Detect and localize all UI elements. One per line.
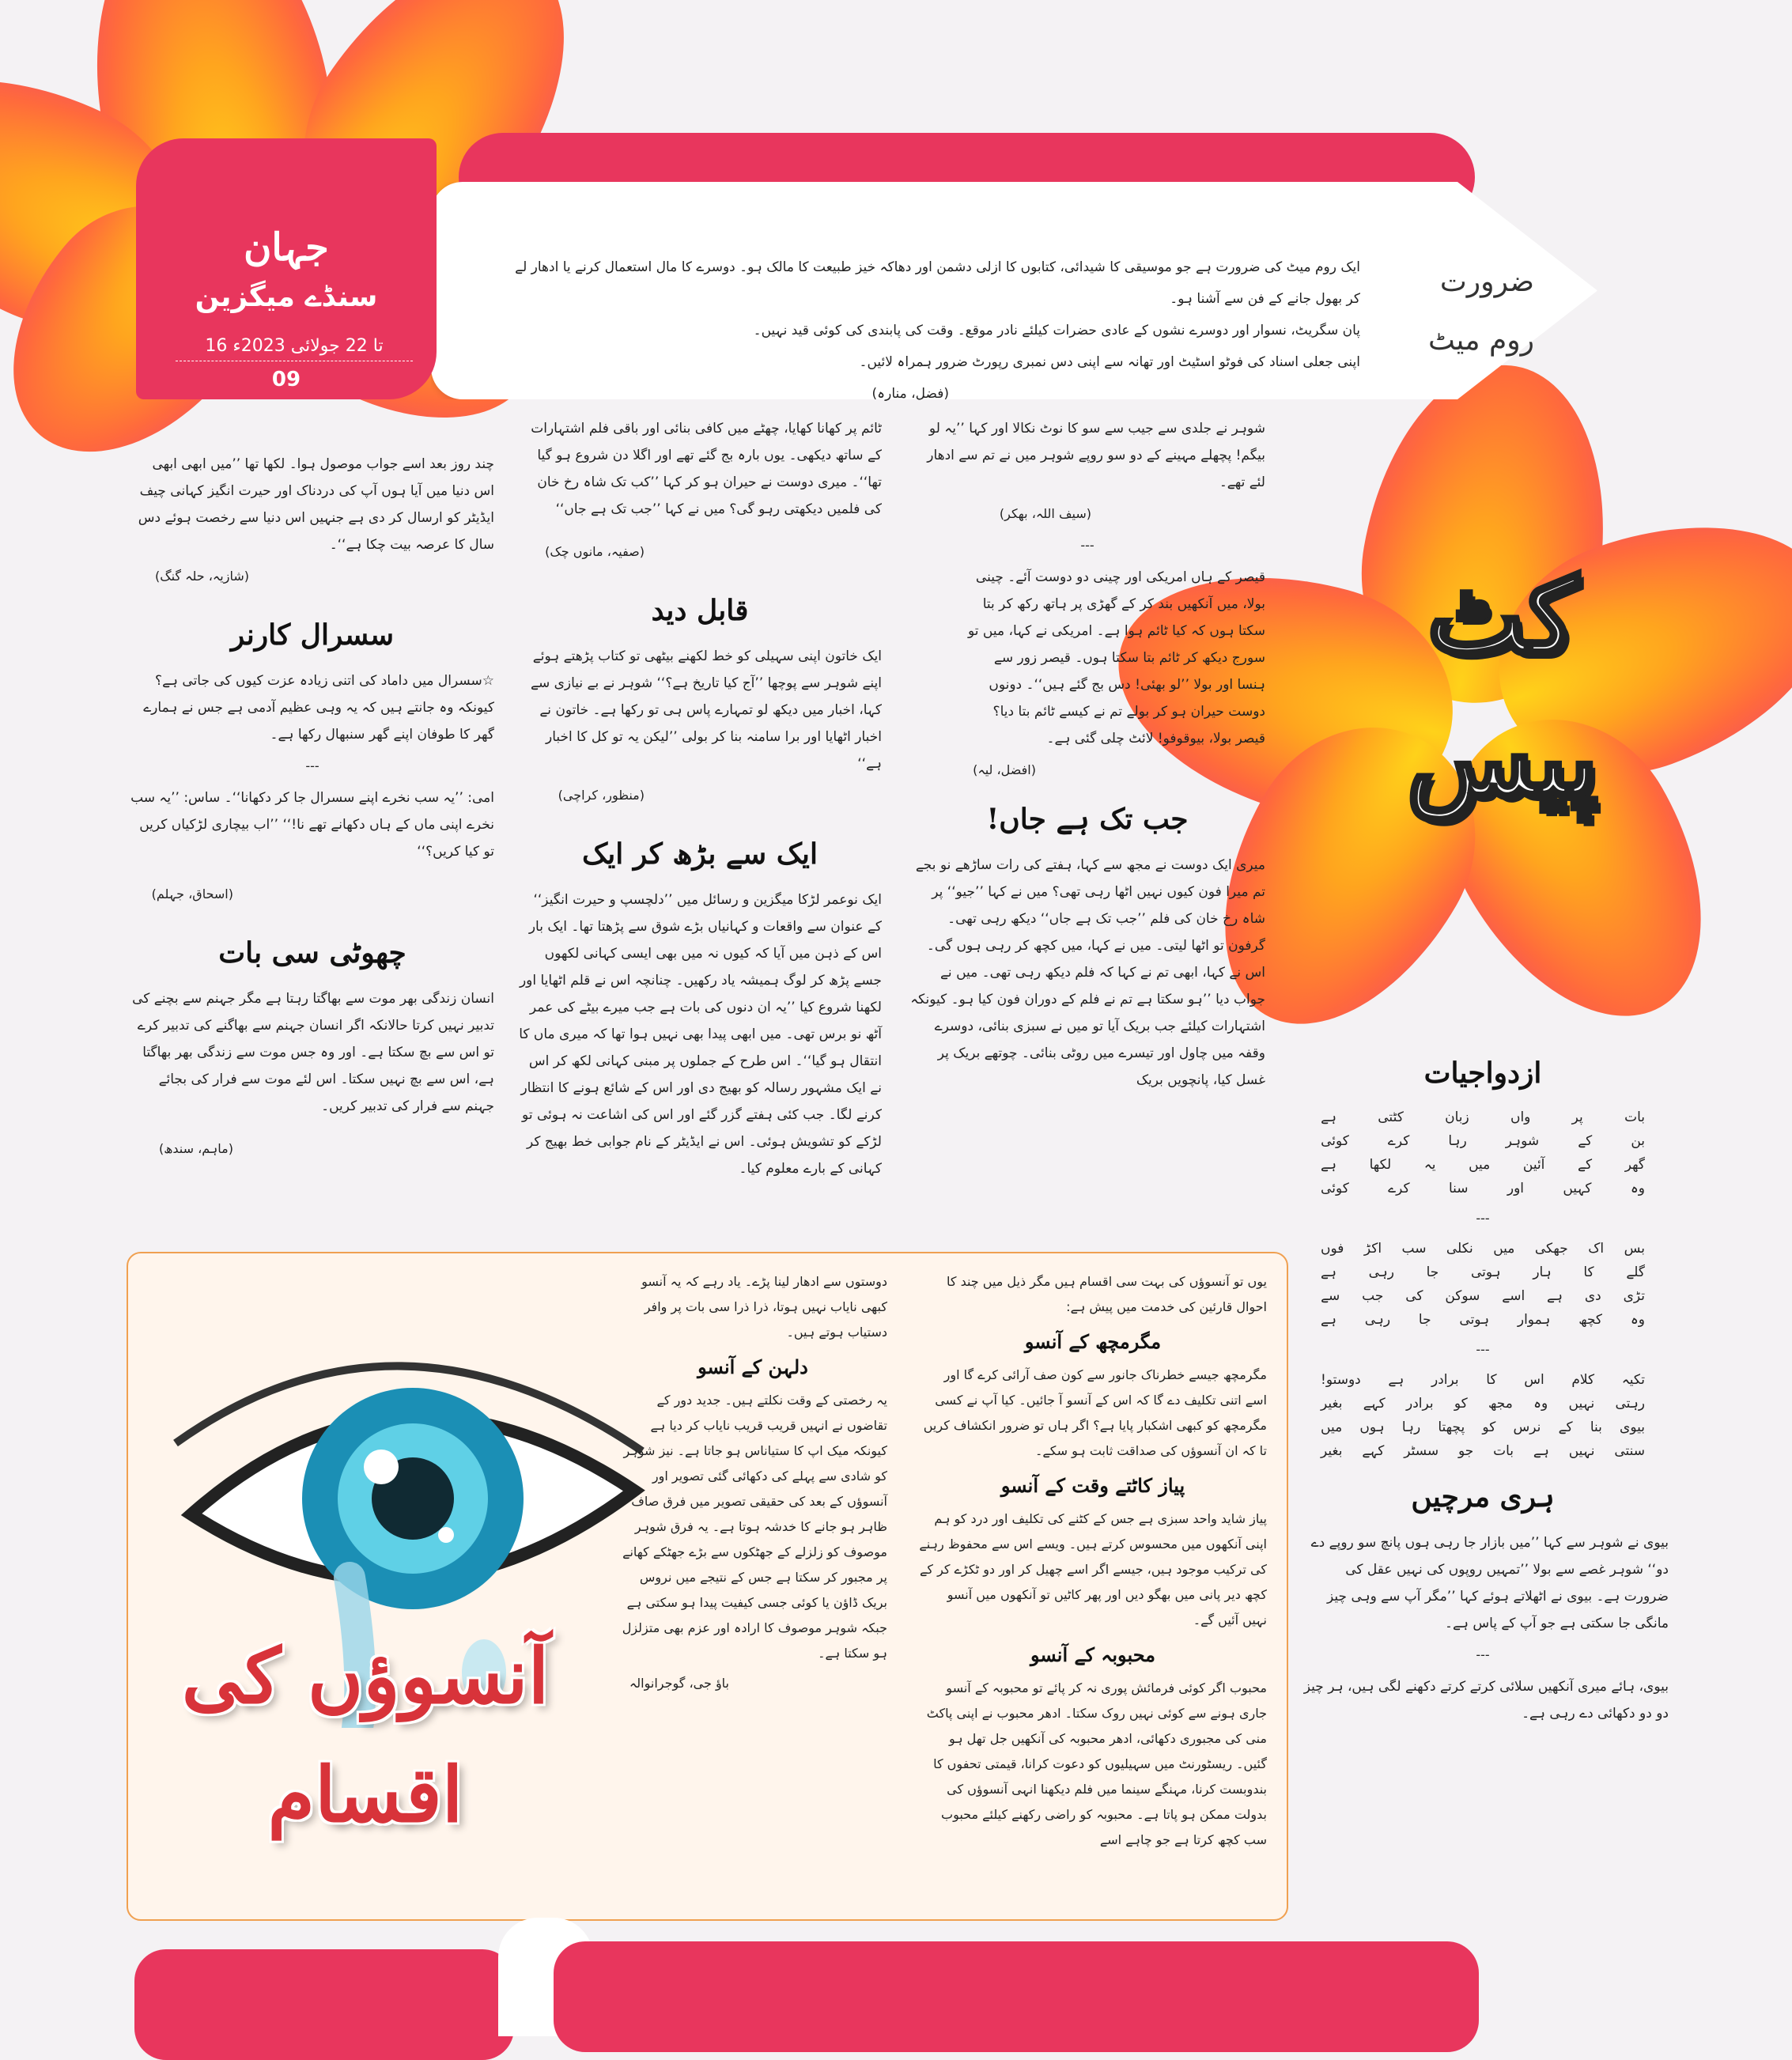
poem-word: اس: [1524, 1372, 1544, 1388]
poem-word: بغیر: [1321, 1443, 1343, 1459]
story-text: ایک نوعمر لڑکا میگزین و رسائل میں ’’دلچسپ و حیرت انگیز‘‘ کے عنوان سے واقعات و کہانیاں بڑے شوق سے پڑھتا تھا۔ ایک بار اس کے ذہن میں آیا کہ کیوں نہ میں بھی ایسی کہانی لکھوں جسے پڑھ کر لوگ ہمیشہ یاد رکھیں۔ چنانچہ اس نے قلم اٹھایا اور لکھنا شروع کیا ’’یہ ان دنوں کی بات ہے جب میرے بیٹے کی عمر آٹھ نو برس تھی۔ میں ابھی پیدا بھی نہیں ہوا تھا کہ میری ماں کا انتقال ہو گیا‘‘۔ اس طرح کے جملوں پر مبنی کہانی لکھ کر اس نے ایک مشہور رسالہ کو بھیج دی اور اس کے شائع ہونے کا انتظار کرنے لگا۔ جب کئی ہفتے گزر گئے اور اس کی اشاعت نہ ہوئی تو لڑکے کو تشویش ہوئی۔ اس نے ایڈیٹر کے نام جوابی خط بھیج کر کہانی کے بارے معلوم کیا۔: [519, 892, 882, 1177]
poem-word: سنا: [1448, 1181, 1469, 1196]
footer-red-bar-right: [554, 1941, 1479, 2052]
story-credit: (منظور، کراچی): [558, 788, 645, 803]
poem-word: کوئی: [1321, 1181, 1349, 1196]
poem-word: بات: [1493, 1443, 1514, 1459]
story-credit: (صفیہ، مانوں چک): [545, 544, 645, 559]
tears-title-line2: اقسام: [267, 1750, 463, 1839]
poem-block: [1297, 1237, 1669, 1332]
feature-title-line1: کٹ: [1427, 556, 1578, 677]
poem-word: سوکن: [1445, 1288, 1480, 1304]
poem-line: [1321, 1106, 1645, 1129]
poem-word: ہے: [1388, 1372, 1404, 1388]
poem-word: ہوں: [1359, 1419, 1385, 1435]
separator: ---: [1476, 1342, 1490, 1357]
tears-title: [168, 1617, 563, 1854]
separator: ---: [1476, 1647, 1490, 1662]
poem-word: کرے: [1388, 1181, 1410, 1196]
poem-line: [1321, 1416, 1645, 1439]
section-heading: ایک سے بڑھ کر ایک: [582, 837, 818, 871]
page-number: 09: [271, 368, 301, 391]
poem-word: پچھتا: [1438, 1419, 1465, 1435]
subsection-heading: محبوبہ کے آنسو: [1030, 1643, 1156, 1666]
poem-word: تکیہ: [1621, 1372, 1645, 1388]
poem-word: برادر: [1431, 1372, 1459, 1388]
poem-word: کچھ: [1578, 1312, 1603, 1328]
poem-word: وہ: [1630, 1181, 1645, 1196]
story-text: ایک خاتون اپنی سہیلی کو خط لکھنے بیٹھی تو کتاب پڑھتے ہوئے اپنے شوہر سے پوچھا ’’آج کیا تاریخ ہے؟‘‘ شوہر نے بے نیازی سے کہا، اخبار میں دیکھ لو تمہارے پاس ہی تو رکھا ہے۔ خاتون نے اخبار اٹھایا اور برا سامنہ بنا کر بولی ’’لیکن یہ تو کل کا اخبار ہے‘‘: [530, 648, 882, 772]
story-text: ٹائم پر کھانا کھایا، چھٹے میں کافی بنائی اور باقی فلم اشتہارات کے ساتھ دیکھی۔ یوں بارہ بج گئے تھے اور اگلا دن شروع ہو گیا تھا‘‘۔ میری دوست نے حیران ہو کر کہا ’’کب تک شاہ رخ خان کی فلمیں دیکھتی رہو گی؟ میں نے کہا ’’جب تک ہے جاں‘‘: [531, 421, 882, 517]
poem-word: نرس: [1513, 1419, 1541, 1435]
poem-word: جب: [1362, 1288, 1384, 1304]
story-text: یہ رخصتی کے وقت نکلتے ہیں۔ جدید دور کے تقاضوں نے انہیں قریب قریب نایاب کر دیا ہے کیونکہ میک اپ کا ستیاناس ہو جاتا ہے۔ نیز شوہر کو شادی سے پہلے کی دکھائی گئی تصویر اور آنسوؤں کے بعد کی حقیقی تصویر میں فرق صاف ظاہر ہو جانے کا خدشہ ہوتا ہے۔ یہ فرق شوہر موصوف کو زلزلے کے جھٹکوں سے بڑے جھٹکے کھانے پر مجبور کر سکتا ہے جس کے نتیجے میں نروس بریک ڈاؤن یا کوئی جسی کیفیت پیدا ہو سکتی ہے جبکہ شوہر موصوف کا ارادہ اور عزم بھی متزلزل ہو سکتا ہے۔: [622, 1393, 887, 1661]
poem-line: [1321, 1284, 1645, 1308]
story-credit: (اسحاق، جہلم): [151, 886, 233, 901]
subsection-heading: دلہن کے آنسو: [698, 1355, 808, 1378]
separator: ---: [305, 758, 319, 773]
column-right: [909, 415, 1265, 1098]
poem-word: کلام: [1571, 1372, 1595, 1388]
feature-title: [1368, 546, 1637, 830]
poem-word: آئین: [1522, 1157, 1545, 1173]
poem-word: گلے: [1626, 1264, 1645, 1280]
roommate-line: اپنی جعلی اسناد کی فوٹو اسٹیٹ اور تھانہ سے اپنی دس نمبری رپورٹ ضرور ہمراہ لائیں۔: [859, 354, 1360, 370]
poem-word: پر: [1571, 1109, 1583, 1125]
poem-word: وہ: [1630, 1312, 1645, 1328]
poem-word: ہے: [1547, 1288, 1563, 1304]
story-text: شوہر نے جلدی سے جیب سے سو کا نوٹ نکالا اور کہا ’’یہ لو بیگم! پچھلے مہینے کے دو سو روپے شوہر میں نے تم سے ادھار لئے تھے۔: [927, 421, 1265, 490]
separator: ---: [1476, 1211, 1490, 1226]
story-text: مگرمچھ جیسے خطرناک جانور سے کون صف آرائی کرے گا اور اسے اتنی تکلیف دے گا کہ اس کے آنسو آ جائیں۔ کیا آپ نے کسی مگرمچھ کو کبھی اشکبار پایا ہے؟ اگر ہاں تو ضرور انکشاف کریں تا کہ ان آنسوؤں کی صداقت ثابت ہو سکے۔: [923, 1367, 1267, 1458]
eye-illustration: [160, 1317, 650, 1633]
poem-word: دی: [1584, 1288, 1601, 1304]
roommate-line: پان سگریٹ، نسوار اور دوسرے نشوں کے عادی حضرات کیلئے نادر موقع۔ وقت کی پابندی کی کوئی قید نہیں۔: [753, 323, 1360, 338]
poem-word: رہتی: [1615, 1396, 1645, 1412]
poem-word: تڑی: [1623, 1288, 1645, 1304]
poem-word: زبان: [1445, 1109, 1469, 1125]
poem-word: سنتی: [1614, 1443, 1645, 1459]
poem-word: کوئی: [1321, 1133, 1349, 1149]
roommate-heading: [1400, 253, 1534, 370]
poem-word: سے: [1321, 1288, 1340, 1304]
poem-word: اور: [1507, 1181, 1525, 1196]
poem-word: فوں: [1321, 1241, 1344, 1257]
masthead-badge: [136, 138, 437, 399]
story-credit: باؤ جی، گوجرانوالہ: [629, 1676, 729, 1691]
poem-word: شوہر: [1505, 1133, 1540, 1149]
poem-line: [1321, 1392, 1645, 1416]
story-credit: (سیف اللہ، بھکر): [999, 506, 1091, 521]
column-side: [1297, 1056, 1669, 1732]
story-credit: (شازیہ، حلہ گنگ): [155, 569, 249, 584]
poem-word: کرے: [1387, 1133, 1410, 1149]
poem-word: جو: [1457, 1443, 1474, 1459]
poem-line: [1321, 1308, 1645, 1332]
poem-word: گھر: [1624, 1157, 1645, 1173]
story-text: پیاز شاید واحد سبزی ہے جس کے کٹنے کی تکلیف اور درد کو ہم اپنی آنکھوں میں محسوس کرتے ہیں۔ ویسے اس سے محفوظ رہنے کی ترکیب موجود ہیں، جیسے اگر اسے چھیل کر اور دو ٹکڑے کر کے کچھ دیر پانی میں بھگو دیں اور پھر کاٹیں تو آنکھوں میں آنسو نہیں آئیں گے۔: [919, 1511, 1267, 1627]
story-credit: (افضل، لیہ): [973, 762, 1036, 777]
roommate-heading-line1: ضرورت: [1439, 266, 1534, 298]
poem-word: ہے: [1321, 1109, 1336, 1125]
subsection-heading: مگرمچھ کے آنسو: [1024, 1330, 1162, 1353]
poem-word: کے: [1578, 1133, 1593, 1149]
story-text: میری ایک دوست نے مجھ سے کہا، ہفتے کی رات ساڑھے نو بجے تم میرا فون کیوں نہیں اٹھا رہی تھی؟ میں نے کہا ’’جیو‘‘ پر شاہ رخ خان کی فلم ’’جب تک ہے جاں‘‘ دیکھ رہی تھی۔ گرفون تو اٹھا لیتی۔ میں نے کہا، میں کچھ کر رہی ہوں گی۔ اس نے کہا، ابھی تم نے کہا کہ فلم دیکھ رہی تھی۔ میں نے جواب دیا ’’ہو سکتا ہے تم نے فلم کے دوران فون کیا ہو۔ کیونکہ اشتہارات کیلئے جب بریک آیا تو میں نے سبزی بنائی، دوسرے وقفہ میں چاول اور تیسرے میں روٹی بنائی۔ چوتھے بریک پر غسل کیا، پانچویں بریک: [910, 857, 1265, 1088]
story-text: دوستوں سے ادھار لینا پڑے۔ یاد رہے کہ یہ آنسو کبھی نایاب نہیں ہوتا، ذرا ذرا سی بات پر وافر دستیاب ہوتے ہیں۔: [641, 1274, 887, 1340]
poem-word: نہیں: [1568, 1396, 1595, 1412]
poem-word: نکلی: [1446, 1241, 1473, 1257]
section-heading: چھوٹی سی بات: [218, 936, 406, 970]
poem-word: بس: [1624, 1241, 1645, 1257]
poem-word: رہا: [1448, 1133, 1467, 1149]
poem-line: [1321, 1177, 1645, 1200]
poem-block: [1297, 1368, 1669, 1463]
tears-box: [127, 1252, 1288, 1921]
feature-title-line2: پیس: [1407, 698, 1598, 819]
poem-word: جا: [1426, 1264, 1439, 1280]
poem-word: بات: [1624, 1109, 1645, 1125]
roommate-line: ایک روم میٹ کی ضرورت ہے جو موسیقی کا شیدائی، کتابوں کا ازلی دشمن اور دھاکہ خیز طبیعت کا مالک ہو۔ دوسرے کا مال استعمال کرنے یا ادھار لے کر بھول جانے کے فن سے آشنا ہو۔: [515, 259, 1360, 307]
separator: ---: [1080, 538, 1094, 553]
poem-word: ہے: [1321, 1264, 1336, 1280]
story-credit: (ماہم، سندھ): [158, 1141, 233, 1156]
story-text: امی: ’’یہ سب نخرے اپنے سسرال جا کر دکھانا‘‘۔ ساس: ’’یہ سب نخرے اپنی ماں کے ہاں دکھانے تھے نا!‘‘ ’’اب بیچاری لڑکیاں کریں تو کیا کریں؟‘‘: [130, 790, 494, 860]
story-text: قیصر کے ہاں امریکی اور چینی دو دوست آئے۔ چینی بولا، میں آنکھیں بند کر کے گھڑی پر ہاتھ رکھ کر بتا سکتا ہوں کہ کیا ٹائم ہوا ہے۔ امریکی نے کہا، میں تو سورج دیکھ کر ٹائم بتا سکتا ہوں۔ قیصر زور سے ہنسا اور بولا ’’لو بھئی! دس بج گئے ہیں‘‘۔ دونوں دوست حیران ہو کر بولے تم نے کیسے ٹائم بتا دیا؟ قیصر بولا، بیوقوفو! لائٹ چلی گئی ہے۔: [968, 569, 1265, 747]
story-text: بیوی، ہائے میری آنکھیں سلائی کرتے کرتے دکھنے لگی ہیں، ہر چیز دو دو دکھائی دے رہی ہے۔: [1303, 1679, 1669, 1722]
subsection-heading: پیاز کاٹتے وقت کے آنسو: [1000, 1474, 1185, 1497]
poem-word: کا: [1486, 1372, 1497, 1388]
poem-word: بیوی: [1620, 1419, 1645, 1435]
footer-red-bar-left: [134, 1949, 514, 2060]
poem-word: یہ: [1423, 1157, 1436, 1173]
story-text: ☆سسرال میں داماد کی اتنی زیادہ عزت کیوں کی جاتی ہے؟ کیونکہ وہ جانتے ہیں کہ یہ وہی عظیم آدمی ہے جس نے ہمارے گھر کا طوفان اپنے گھر سنبھال رکھا ہے۔: [143, 673, 494, 743]
poem-word: سب: [1401, 1241, 1427, 1257]
story-text: بیوی نے شوہر سے کہا ’’میں بازار جا رہی ہوں پانچ سو روپے دے دو‘‘ شوہر غصے سے بولا ’’تمہیں روپوں کی نہیں عقل کی ضرورت ہے۔ بیوی نے اٹھلاتے ہوئے کہا ’’مگر آپ سے وہی چیز مانگی جا سکتی ہے جو آپ کے پاس ہے۔: [1310, 1535, 1669, 1631]
poem-word: کا: [1583, 1264, 1594, 1280]
poem-word: بغیر: [1321, 1396, 1343, 1412]
poem-word: کٹتی: [1378, 1109, 1404, 1125]
poem-word: رہا: [1401, 1419, 1421, 1435]
poem-word: ہار: [1533, 1264, 1552, 1280]
poem-word: وہ: [1533, 1396, 1548, 1412]
section-heading: قابل دید: [651, 594, 749, 627]
tears-column-middle: [618, 1269, 887, 1701]
poem-word: میں: [1321, 1419, 1343, 1435]
poem-block: [1297, 1106, 1669, 1200]
poem-word: کو: [1482, 1419, 1496, 1435]
section-heading: ازدواجیات: [1423, 1056, 1542, 1090]
poem-line: [1321, 1129, 1645, 1153]
tears-title-line1: آنسوؤں کی: [181, 1631, 550, 1721]
masthead-subtitle: سنڈے میگزین: [195, 281, 378, 313]
poem-word: برادر: [1405, 1396, 1434, 1412]
poem-word: ہموار: [1517, 1312, 1551, 1328]
poem-word: مجھ: [1488, 1396, 1513, 1412]
poem-line: [1321, 1439, 1645, 1463]
column-left: [130, 451, 494, 1167]
poem-word: میں: [1493, 1241, 1515, 1257]
poem-word: اک: [1588, 1241, 1605, 1257]
poem-word: کے: [1558, 1419, 1573, 1435]
story-text: چند روز بعد اسے جواب موصول ہوا۔ لکھا تھا ’’میں ابھی ابھی اس دنیا میں آیا ہوں آپ کی دردناک اور حیرت انگیز کہانی چیف ایڈیٹر کو ارسال کر دی ہے جنہیں اس دنیا سے رخصت ہوئے دس سال کا عرصہ بیت چکا ہے‘‘۔: [138, 456, 494, 553]
poem-word: میں: [1469, 1157, 1491, 1173]
poem-word: ہے: [1533, 1443, 1549, 1459]
poem-word: بنا: [1590, 1419, 1602, 1435]
roommate-credit: (فضل، منارہ): [871, 386, 949, 402]
poem-word: لکھا: [1369, 1157, 1392, 1173]
poem-word: ہوتی: [1471, 1264, 1501, 1280]
poem-word: سسٹر: [1404, 1443, 1439, 1459]
poem-word: ہے: [1321, 1312, 1336, 1328]
story-text: محبوب اگر کوئی فرمائش پوری نہ کر پائے تو محبوبہ کے آنسو جاری ہونے سے کوئی نہیں روک سکتا۔ ادھر محبوب نے اپنی پاکٹ منی کی مجبوری دکھائی، ادھر محبوبہ کی آنکھیں جل تھل ہو گئیں۔ ریسٹورنٹ میں سہیلیوں کو دعوت کرانا، قیمتی تحفوں کا بندوبست کرنا، مہنگے سینما میں فلم دیکھنا انہی آنسوؤں کی بدولت ممکن ہو پاتا ہے۔ محبوبہ کو راضی رکھنے کیلئے محبوب سب کچھ کرتا ہے جو چاہے اسے: [926, 1680, 1267, 1847]
poem-line: [1321, 1153, 1645, 1177]
poem-word: اکڑ: [1363, 1241, 1382, 1257]
poem-word: ہے: [1321, 1157, 1336, 1173]
story-text: انسان زندگی بھر موت سے بھاگتا رہتا ہے مگر جہنم سے بچنے کی تدبیر نہیں کرتا حالانکہ اگر انسان جہنم سے بھاگنے کی تدبیر کرے تو اس سے بچ سکتا ہے۔ اور وہ جس موت سے زندگی بھر بھاگتا ہے، اس سے بچ نہیں سکتا۔ اس لئے موت سے فرار کی بجائے جہنم سے فرار کی تدبیر کریں۔: [132, 991, 494, 1114]
section-heading: جب تک ہے جاں!: [986, 803, 1189, 836]
roommate-heading-line2: روم میٹ: [1428, 324, 1534, 357]
section-heading: ہری مرچیں: [1411, 1480, 1555, 1514]
poem-word: جھکی: [1534, 1241, 1568, 1257]
poem-word: دوستو!: [1321, 1372, 1361, 1388]
section-heading: سسرال کارنر: [230, 618, 395, 652]
column-middle: [518, 415, 882, 1187]
poem-word: اسے: [1502, 1288, 1525, 1304]
poem-word: کی: [1405, 1288, 1423, 1304]
poem-word: کہے: [1362, 1443, 1385, 1459]
story-text: یوں تو آنسوؤں کی بہت سی اقسام ہیں مگر ذیل میں چند کا احوال قارئین کی خدمت میں پیش ہے:: [946, 1274, 1267, 1314]
tears-column-right: [919, 1269, 1267, 1858]
poem-word: نہیں: [1568, 1443, 1595, 1459]
poem-word: رہی: [1364, 1312, 1391, 1328]
issue-date: 16 تا 22 جولائی 2023ء: [176, 336, 413, 361]
poem-word: کہیں: [1563, 1181, 1592, 1196]
roommate-text: [506, 251, 1360, 410]
poem-word: جا: [1418, 1312, 1431, 1328]
poem-word: کے: [1578, 1157, 1593, 1173]
poem-word: واں: [1510, 1109, 1531, 1125]
masthead-name: جہان: [244, 225, 329, 270]
poem-word: کو: [1454, 1396, 1468, 1412]
poem-word: ہوتی: [1459, 1312, 1490, 1328]
poem-word: کہے: [1363, 1396, 1386, 1412]
poem-word: رہی: [1368, 1264, 1394, 1280]
poem-line: [1321, 1368, 1645, 1392]
poem-line: [1321, 1261, 1645, 1284]
poem-line: [1321, 1237, 1645, 1261]
poem-word: بن: [1631, 1133, 1645, 1149]
